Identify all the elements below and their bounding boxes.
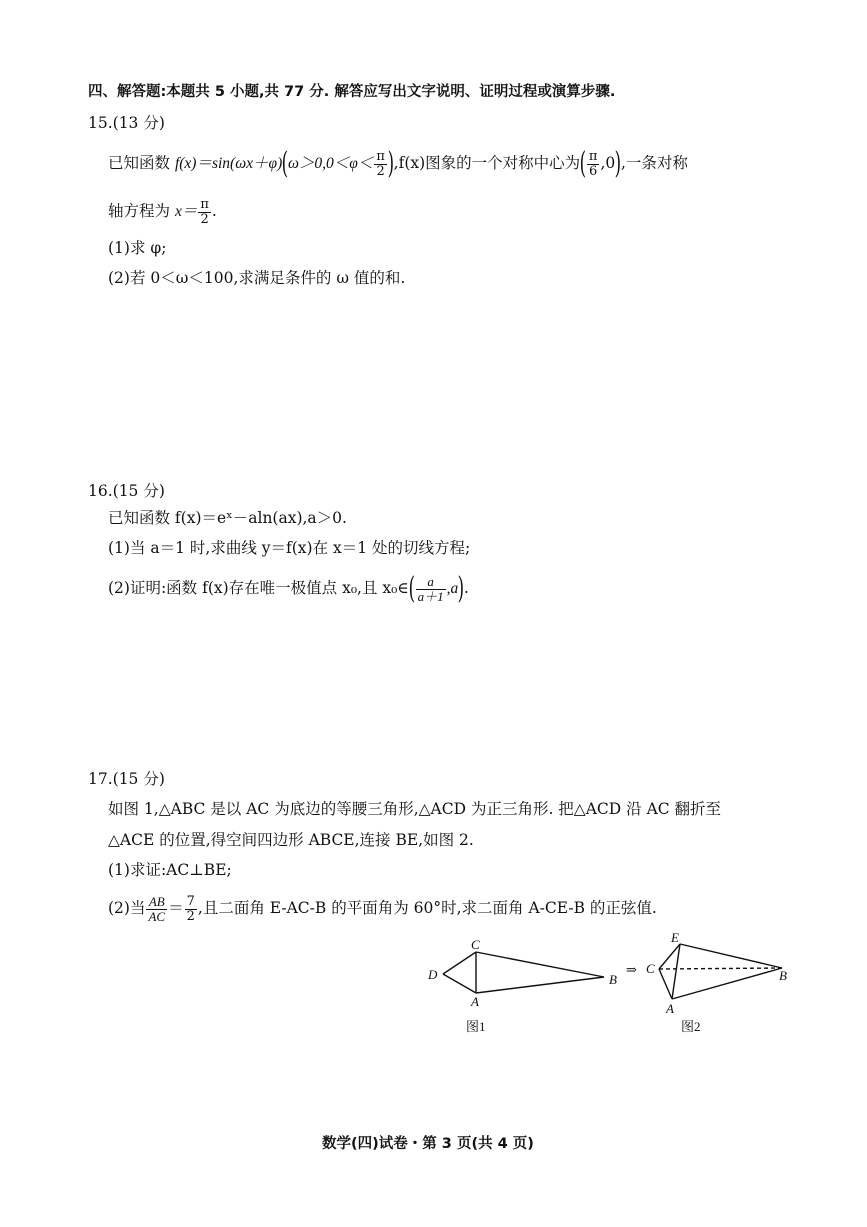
fig2-label-e: E bbox=[671, 930, 679, 945]
frac-den: 6 bbox=[589, 163, 598, 179]
q17-part1: (1)求证:AC⊥BE; bbox=[108, 861, 232, 879]
q16-part2-b: ,a bbox=[446, 580, 459, 597]
figure-2 bbox=[659, 944, 782, 999]
fig2-label-b: B bbox=[779, 968, 787, 983]
q15-given-f: ,一条对称 bbox=[620, 154, 688, 172]
page-footer: 数学(四)试卷・第 3 页(共 4 页) bbox=[322, 1136, 534, 1152]
q15-given-d: ,f(x)图象的一个对称中心为 bbox=[393, 154, 581, 172]
paren-right-2: ) bbox=[614, 146, 622, 181]
frac-num: 7 bbox=[186, 893, 195, 909]
paren-left-2: ( bbox=[579, 146, 587, 181]
q16-part2-end: . bbox=[463, 579, 469, 597]
paren-left: ( bbox=[281, 146, 289, 181]
fig2-edge-cb-hidden bbox=[659, 968, 782, 969]
fig1-label-b: B bbox=[609, 972, 617, 987]
q17-given2: △ACE 的位置,得空间四边形 ABCE,连接 BE,如图 2. bbox=[108, 831, 474, 849]
paren-right: ) bbox=[387, 146, 395, 181]
fig2-edge-ab bbox=[672, 968, 782, 999]
q15-axis-a: 轴方程为 bbox=[108, 202, 175, 220]
fig1-edge-dc bbox=[443, 952, 476, 974]
q17-part2-a: (2)当 bbox=[108, 899, 146, 917]
frac-num: AB bbox=[146, 895, 167, 910]
q15-function: f(x)＝sin(ωx＋φ) bbox=[174, 155, 283, 172]
frac-den: AC bbox=[148, 908, 166, 924]
q16-given: 已知函数 f(x)＝eˣ－aln(ax),a＞0. bbox=[108, 509, 347, 527]
q16-part2-a: (2)证明:函数 f(x)存在唯一极值点 x₀,且 x₀∈ bbox=[108, 579, 409, 597]
q15-conditions: ω＞0,0＜φ＜ bbox=[287, 155, 374, 172]
fig1-label-a: A bbox=[471, 994, 479, 1009]
fig1-caption: 图1 bbox=[466, 1019, 486, 1034]
frac-den: 2 bbox=[200, 211, 209, 227]
arrow-icon: ⇒ bbox=[626, 962, 637, 977]
fig2-label-c: C bbox=[646, 961, 655, 976]
fig1-label-d: D bbox=[428, 967, 438, 982]
fig1-edge-cb bbox=[476, 952, 604, 977]
fig1-edge-da bbox=[443, 974, 476, 993]
frac-den: a＋1 bbox=[417, 588, 444, 604]
q16-header: 16.(15 分) bbox=[88, 482, 165, 500]
figure-1 bbox=[443, 952, 604, 993]
q17-given1: 如图 1,△ABC 是以 AC 为底边的等腰三角形,△ACD 为正三角形. 把△ACD 沿 AC 翻折至 bbox=[108, 800, 722, 818]
q15-header: 15.(13 分) bbox=[88, 114, 165, 132]
fig1-edge-ab bbox=[476, 977, 604, 993]
q15-given-e: ,0 bbox=[600, 154, 616, 172]
fig2-caption: 图2 bbox=[681, 1019, 701, 1034]
fig2-edge-eb bbox=[680, 944, 782, 968]
q15-axis-end: . bbox=[211, 202, 217, 220]
fig1-label-c: C bbox=[471, 937, 480, 952]
fig2-edge-ca bbox=[659, 969, 672, 999]
frac-num: π bbox=[376, 148, 385, 164]
frac-den: 2 bbox=[186, 908, 195, 924]
frac-den: 2 bbox=[376, 163, 385, 179]
section-title: 四、解答题:本题共 5 小题,共 77 分. 解答应写出文字说明、证明过程或演算步骤. bbox=[88, 84, 616, 100]
q16-part1: (1)当 a＝1 时,求曲线 y＝f(x)在 x＝1 处的切线方程; bbox=[108, 539, 471, 557]
q15-part1: (1)求 φ; bbox=[108, 239, 167, 257]
frac-num: a bbox=[416, 575, 446, 590]
fig2-label-a: A bbox=[666, 1001, 674, 1016]
q17-part2-eq: ＝ bbox=[168, 899, 184, 917]
q17-header: 17.(15 分) bbox=[88, 770, 165, 788]
frac-num: π bbox=[200, 196, 209, 212]
q15-axis-b: x＝ bbox=[174, 203, 198, 220]
q15-given-a: 已知函数 bbox=[108, 154, 175, 172]
paren-right: ) bbox=[457, 571, 465, 606]
paren-left: ( bbox=[408, 571, 415, 606]
frac-num: π bbox=[588, 148, 598, 164]
q15-part2: (2)若 0＜ω＜100,求满足条件的 ω 值的和. bbox=[108, 269, 406, 287]
q17-part2-b: ,且二面角 E-AC-B 的平面角为 60°时,求二面角 A-CE-B 的正弦值. bbox=[197, 899, 657, 917]
